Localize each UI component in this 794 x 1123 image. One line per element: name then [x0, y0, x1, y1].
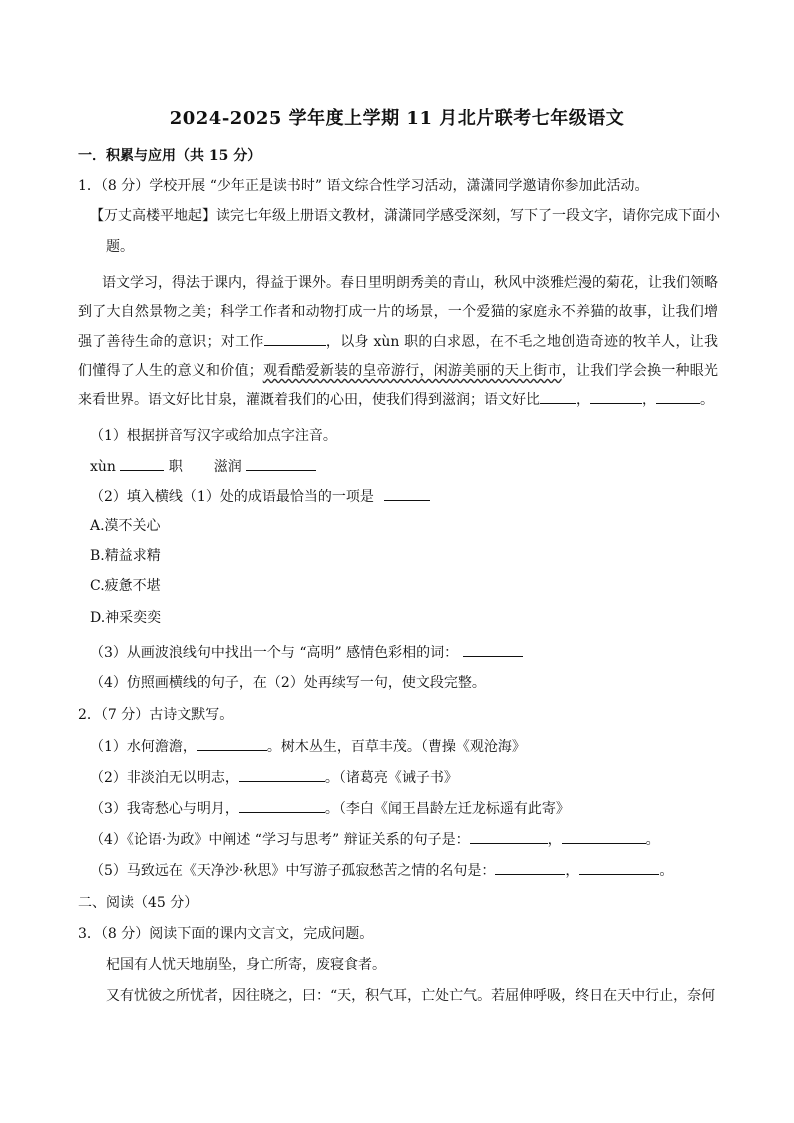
q1-sub2-text: （2）填入横线（1）处的成语最恰当的一项是: [90, 489, 374, 505]
q2-line2-a: （2）非淡泊无以明志，: [90, 770, 239, 786]
q2-line3-a: （3）我寄愁心与明月，: [90, 801, 239, 817]
answer-blank-3[interactable]: [590, 389, 642, 404]
answer-blank-q2-4b[interactable]: [562, 829, 646, 844]
answer-blank-q2-5b[interactable]: [579, 860, 659, 875]
q1-sub1-answers: [90, 456, 316, 477]
answer-blank-q2-4a[interactable]: [470, 829, 548, 844]
answer-blank-q2-1[interactable]: [197, 736, 267, 751]
q2-line4: [90, 829, 660, 850]
q1-stem: 1．（8 分）学校开展 “少年正是读书时” 语文综合性学习活动，潇潇同学邀请你参加此活动。: [78, 178, 649, 194]
q1-intro-line1: 【万丈高楼平地起】读完七年级上册语文教材，潇潇同学感受深刻，写下了一段文字，请你完成下面小: [90, 208, 720, 224]
q1-sub3-text: （3）从画波浪线句中找出一个与 “高明” 感情色彩相的词：: [90, 645, 459, 661]
q2-line2-b: 。（诸葛亮《诫子书》: [324, 770, 458, 786]
passage-end: 。: [700, 392, 714, 409]
q1-sub1: （1）根据拼音写汉字或给加点字注音。: [90, 428, 337, 444]
q2-line5-b: ，: [565, 863, 580, 879]
q2-line1: [90, 736, 526, 757]
q2-line4-b: ，: [547, 832, 562, 848]
section2-heading: 二、阅读（45 分）: [78, 895, 199, 911]
q2-line5-c: 。: [659, 863, 674, 879]
q2-line4-a: （4）《论语·为政》中阐述 “学习与思考” 辩证关系的句子是：: [90, 832, 470, 848]
q2-line5-a: （5）马致远在《天净沙·秋思》中写游子孤寂愁苦之情的名句是：: [90, 863, 496, 879]
q2-line4-c: 。: [645, 832, 660, 848]
answer-blank-2[interactable]: [540, 389, 576, 404]
passage-comma: ，: [576, 392, 590, 409]
answer-blank-zirun[interactable]: [246, 456, 316, 471]
answer-blank-sub3[interactable]: [463, 642, 523, 657]
q2-line3-b: 。（李白《闻王昌龄左迁龙标遥有此寄》: [324, 801, 570, 817]
answer-blank-1[interactable]: [264, 331, 326, 346]
q3-text-line2: 又有忧彼之所忧者，因往晓之，曰：“天，积气耳，亡处亡气。若屈伸呼吸，终日在天中行止，奈何: [106, 988, 716, 1004]
option-a[interactable]: A.漠不关心: [90, 518, 161, 534]
q3-stem: 3．（8 分）阅读下面的课内文言文，完成问题。: [78, 926, 374, 942]
option-d[interactable]: D.神采奕奕: [90, 610, 162, 626]
option-b[interactable]: B.精益求精: [90, 548, 161, 564]
wavy-underlined-sentence: 观看酷爱新装的皇帝游行，闲游美丽的天上街市: [262, 362, 562, 379]
section1-heading: 一．积累与应用（共 15 分）: [78, 148, 262, 164]
answer-blank-4[interactable]: [656, 389, 700, 404]
answer-blank-xun[interactable]: [120, 456, 164, 471]
q1-sub3: [90, 642, 523, 663]
q3-text-line1: 杞国有人忧天地崩坠，身亡所寄，废寝食者。: [106, 957, 386, 973]
answer-blank-q2-2[interactable]: [239, 767, 325, 782]
passage-part3: ，让我们学会换一种眼光来看世界。语文好比甘泉，灌溉着我们的心田，使我们得到滋润；语文好比: [78, 362, 719, 409]
pinyin-xun: xùn: [90, 459, 116, 475]
q2-line2: [90, 767, 458, 788]
char-zhi: 职: [168, 459, 183, 475]
q1-sub4: （4）仿照画横线的句子，在（2）处再续写一句，使文段完整。: [90, 675, 486, 691]
passage-comma: ，: [642, 392, 656, 409]
q1-passage: [78, 269, 718, 415]
word-zirun: 滋润: [213, 459, 242, 475]
q2-line3: [90, 798, 570, 819]
q1-intro-line2: 题。: [106, 239, 134, 255]
answer-blank-sub2[interactable]: [384, 486, 430, 501]
q2-line1-a: （1）水何澹澹，: [90, 739, 197, 755]
q2-stem: 2．（7 分）古诗文默写。: [78, 707, 234, 723]
answer-blank-q2-5a[interactable]: [495, 860, 565, 875]
q2-line1-b: 。树木丛生，百草丰茂。（曹操《观沧海》: [266, 739, 526, 755]
q2-line5: [90, 860, 673, 881]
passage-part1: 语文学习，得法于课内，得益于课外。春日里明朗秀美的青山，秋风中淡雅烂漫的菊花，让我们领略到了大自然景物之美；科学工作者和动物打成一片的场景，一个爱猫的家庭永不养猫的故事，让我们增强了善待生命的意识；对工作: [78, 275, 718, 350]
page-title: 2024-2025 学年度上学期 11 月北片联考七年级语文: [169, 108, 625, 129]
q1-sub2: [90, 486, 430, 507]
passage-part2: ，以身 xùn 职的白求恩，在不毛之地创造奇迹的牧羊人，让我们懂得了人生的意义和价值；: [78, 333, 719, 379]
answer-blank-q2-3[interactable]: [239, 798, 325, 813]
option-c[interactable]: C.疲惫不堪: [90, 578, 161, 594]
